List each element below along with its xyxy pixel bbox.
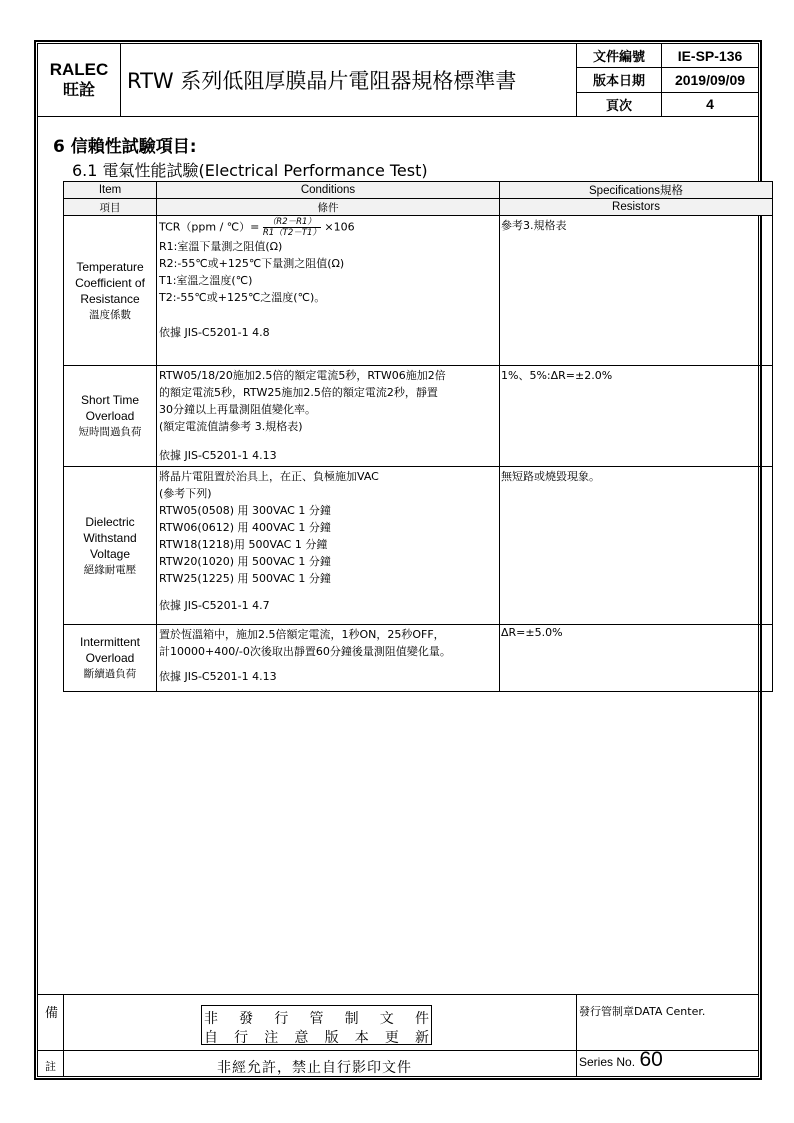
- document-header: [37, 43, 759, 117]
- notice-char: 注: [264, 1030, 279, 1046]
- condition-line: 30分鐘以上再量測阻值變化率。: [159, 403, 316, 416]
- item-name-en: Overload: [85, 409, 135, 423]
- notice-char: 版: [324, 1030, 339, 1046]
- item-cell: [64, 216, 157, 366]
- notice-char: 非: [204, 1011, 218, 1027]
- item-cell: [64, 366, 157, 467]
- page-label: 頁次: [577, 92, 662, 116]
- item-name-en: Resistance: [80, 291, 140, 306]
- remark-label-top: 備: [45, 1006, 59, 1021]
- table-row: [64, 216, 773, 366]
- condition-line: (參考下列): [159, 487, 212, 500]
- stamp-label: 發行管制章DATA Center.: [579, 1005, 706, 1018]
- footer-remark-divider: [63, 994, 64, 1077]
- standard-basis: 依據 JIS-C5201-1 4.13: [159, 449, 277, 462]
- item-name-en: Overload: [85, 651, 135, 665]
- condition-line: 置於恆溫箱中，施加2.5倍額定電流，1秒ON，25秒OFF，: [159, 628, 445, 641]
- condition-line: RTW25(1225) 用 500VAC 1 分鐘: [159, 572, 331, 585]
- table-row: [64, 366, 773, 467]
- series-number: 60: [639, 1048, 663, 1071]
- condition-line: R2:-55℃或+125℃下量測之阻值(Ω): [159, 257, 345, 270]
- remark-label-bottom: 註: [45, 1060, 56, 1073]
- col-header-item-cn: 項目: [64, 199, 157, 216]
- condition-line: RTW06(0612) 用 400VAC 1 分鐘: [159, 521, 331, 534]
- condition-line: T2:-55℃或+125℃之溫度(℃)。: [159, 291, 326, 304]
- company-logo: [38, 44, 121, 117]
- item-name-en: Short Time: [80, 393, 140, 407]
- condition-line: 將晶片電阻置於治具上，在正、負極施加VAC: [159, 470, 379, 483]
- conditions-cell: [157, 625, 500, 692]
- item-name-en: Voltage: [89, 546, 131, 561]
- item-name-en: Withstand: [83, 530, 137, 545]
- notice-char: 意: [294, 1030, 309, 1046]
- item-name-cn: 短時間過負荷: [78, 426, 142, 438]
- col-header-item-en: Item: [64, 182, 157, 199]
- spec-cell: ΔR=±5.0%: [500, 625, 773, 692]
- notice-char: 文: [379, 1011, 394, 1027]
- condition-line: RTW20(1020) 用 500VAC 1 分鐘: [159, 555, 331, 568]
- formula-numerator: （R2－R1）: [263, 217, 321, 228]
- condition-line: 的額定電流5秒，RTW25施加2.5倍的額定電流2秒，靜置: [159, 386, 438, 399]
- document-title: RTW 系列低阻厚膜晶片電阻器規格標準書: [121, 44, 577, 117]
- col-header-conditions-en: Conditions: [157, 182, 500, 199]
- doc-no-value: IE-SP-136: [662, 44, 759, 68]
- condition-line: RTW18(1218)用 500VAC 1 分鐘: [159, 538, 328, 551]
- notice-char: 制: [344, 1011, 359, 1027]
- conditions-cell: [157, 467, 500, 625]
- condition-line: (額定電流值請參考 3.規格表): [159, 420, 303, 433]
- condition-line: R1:室溫下量測之阻值(Ω): [159, 240, 283, 253]
- condition-line: T1:室溫之溫度(℃): [159, 274, 253, 287]
- formula-suffix: ×106: [324, 220, 355, 234]
- standard-basis: 依據 JIS-C5201-1 4.8: [159, 326, 270, 339]
- series-number-block: [579, 1048, 663, 1072]
- item-cell: [64, 625, 157, 692]
- page-number: 4: [662, 92, 759, 116]
- item-name-en: Intermittent: [79, 635, 141, 649]
- tcr-formula: [159, 217, 499, 238]
- notice-char: 管: [309, 1011, 324, 1027]
- formula-fraction: [263, 217, 321, 238]
- series-label: Series No.: [579, 1055, 636, 1069]
- item-name-cn: 絕緣耐電壓: [83, 563, 137, 576]
- version-date-label: 版本日期: [577, 68, 662, 92]
- item-name-en: Coefficient of: [75, 275, 145, 290]
- condition-line: 計10000+400/-0次後取出靜置60分鐘後量測阻值變化量。: [159, 645, 451, 658]
- item-name-en: Dielectric: [85, 514, 135, 529]
- control-notice-box: [201, 1005, 432, 1045]
- item-name-cn: 斷續過負荷: [83, 668, 137, 680]
- notice-char: 新: [414, 1030, 429, 1046]
- spec-cell: 參考3.規格表: [500, 216, 773, 366]
- item-name-cn: 溫度係數: [89, 308, 131, 321]
- condition-line: RTW05(0508) 用 300VAC 1 分鐘: [159, 504, 331, 517]
- table-row: [64, 625, 773, 692]
- standard-basis: 依據 JIS-C5201-1 4.7: [159, 599, 270, 612]
- notice-char: 發: [239, 1011, 254, 1027]
- item-cell: [64, 467, 157, 625]
- company-name-cn: 旺詮: [62, 80, 95, 99]
- col-header-conditions-cn: 條件: [157, 199, 500, 216]
- col-header-spec-en: Specifications規格: [500, 182, 773, 199]
- formula-prefix: TCR（ppm / ℃）=: [159, 220, 260, 234]
- notice-char: 行: [274, 1011, 289, 1027]
- condition-line: RTW05/18/20施加2.5倍的額定電流5秒，RTW06施加2倍: [159, 369, 446, 382]
- section-subheading: 6.1 電氣性能試驗(Electrical Performance Test): [72, 161, 428, 180]
- notice-line-1: [204, 1008, 429, 1028]
- footer-top-divider: [37, 994, 759, 995]
- footer-stamp-divider: [576, 994, 577, 1077]
- spec-cell: 無短路或燒毀現象。: [500, 467, 773, 625]
- notice-line-2: [204, 1027, 429, 1047]
- test-spec-table: [63, 181, 773, 692]
- doc-no-label: 文件編號: [577, 44, 662, 68]
- spec-cell: 1%、5%:ΔR=±2.0%: [500, 366, 773, 467]
- col-header-spec-sub: Resistors: [500, 199, 773, 216]
- notice-char: 行: [234, 1030, 249, 1046]
- standard-basis: 依據 JIS-C5201-1 4.13: [159, 670, 277, 683]
- notice-char: 更: [384, 1030, 399, 1046]
- notice-char: 件: [414, 1011, 429, 1027]
- section-heading: 6 信賴性試驗項目:: [53, 137, 197, 157]
- notice-char: 自: [204, 1030, 218, 1046]
- company-name-en: RALEC: [49, 60, 109, 79]
- copyright-notice: 非經允許，禁止自行影印文件: [217, 1060, 412, 1076]
- version-date-value: 2019/09/09: [662, 68, 759, 92]
- notice-char: 本: [354, 1030, 369, 1046]
- formula-denominator: R1（T2－T1）: [262, 228, 321, 238]
- item-name-en: Temperature: [76, 259, 144, 274]
- conditions-cell: [157, 216, 500, 366]
- table-row: [64, 467, 773, 625]
- conditions-cell: [157, 366, 500, 467]
